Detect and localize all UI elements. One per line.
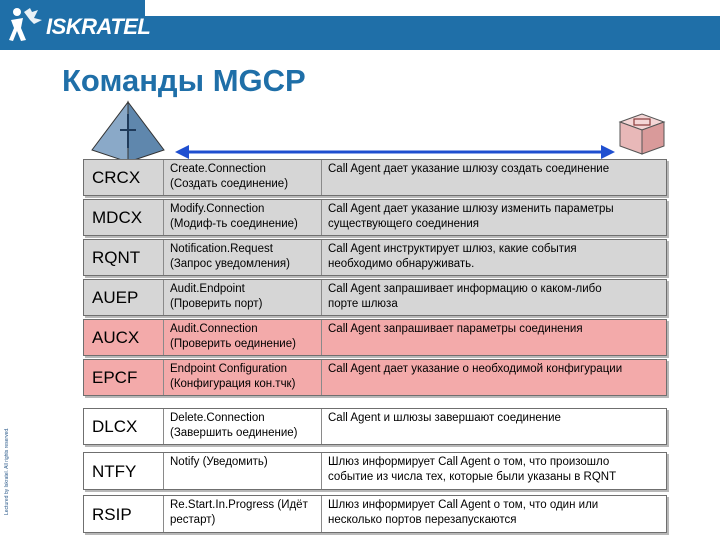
logo-text: ISKRATEL [46, 14, 151, 39]
procedure-name: Delete.Connection (Завершить оединение) [170, 412, 298, 439]
table-row [83, 408, 667, 445]
command-description: Call Agent запрашивает информацию о каком-либо порте шлюза [328, 283, 602, 310]
table-row [83, 239, 667, 276]
command-description: Call Agent инструктирует шлюз, какие события необходимо обнаруживать. [328, 243, 577, 270]
table-row [83, 159, 667, 196]
table-row [83, 199, 667, 236]
procedure-name: Modify.Connection (Модиф-ть соединение) [170, 203, 298, 230]
page-title: Команды MGCP [62, 63, 306, 98]
command-description: Call Agent дает указание шлюзу создать соединение [328, 163, 610, 175]
arrows-icon [175, 120, 615, 160]
command-name: EPCF [92, 368, 138, 387]
command-description: Call Agent дает указание о необходимой конфигурации [328, 363, 623, 375]
command-description: Call Agent запрашивает параметры соединения [328, 323, 583, 335]
command-name: RSIP [92, 505, 132, 524]
procedure-name: Audit.Endpoint (Проверить порт) [170, 283, 263, 310]
command-name: NTFY [92, 462, 137, 481]
procedure-name: Audit.Connection (Проверить оединение) [170, 323, 296, 350]
call-agent-pyramid-icon [86, 100, 170, 164]
command-description: Call Agent дает указание шлюзу изменить параметры существующего соединения [328, 203, 614, 230]
procedure-name: Re.Start.In.Progress (Идёт рестарт) [170, 499, 308, 526]
logo-figure-icon [8, 6, 44, 44]
procedure-name: Notify (Уведомить) [170, 456, 268, 468]
command-description: Шлюз информирует Call Agent о том, что один или несколько портов перезапускаются [328, 499, 599, 526]
table-row [83, 452, 667, 490]
table-row [83, 359, 667, 396]
command-name: RQNT [92, 248, 141, 267]
procedure-name: Create.Connection (Создать соединение) [170, 163, 289, 190]
command-name: AUCX [92, 328, 140, 347]
command-name: MDCX [92, 208, 143, 227]
command-description: Call Agent и шлюзы завершают соединение [328, 412, 561, 424]
table-row [83, 279, 667, 316]
procedure-name: Notification.Request (Запрос уведомления) [170, 243, 290, 270]
table-row [83, 319, 667, 356]
gateway-router-icon [612, 112, 668, 158]
table-row [83, 495, 667, 533]
command-description: Шлюз информирует Call Agent о том, что произошло событие из числа тех, которые были указаны в RQNT [328, 456, 617, 483]
command-name: AUEP [92, 288, 139, 307]
procedure-name: Endpoint Configuration (Конфигурация кон.тчк) [170, 363, 296, 390]
command-name: DLCX [92, 417, 138, 436]
copyright-text: Lectured by Iskratel. All rights reserved. [4, 427, 10, 515]
command-name: CRCX [92, 168, 141, 187]
logo [0, 0, 151, 50]
